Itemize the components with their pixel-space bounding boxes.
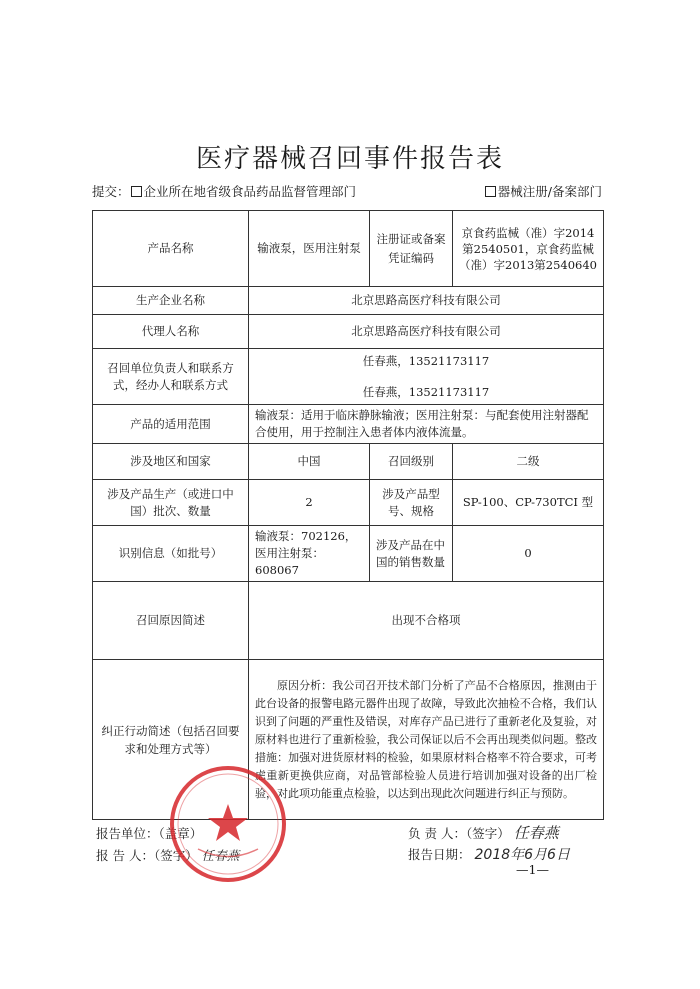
submit-prefix: 提交： [92,184,130,199]
product-name-label: 产品名称 [93,211,249,287]
submit-right-option: 器械注册/备案部门 [497,184,602,199]
recall-level-value: 二级 [453,444,604,480]
submit-left-option: 企业所在地省级食品药品监督管理部门 [143,184,357,199]
row-agent [93,315,604,349]
report-unit-label: 报告单位：（盖章） [96,826,203,841]
model-label: 涉及产品型号、规格 [370,480,453,526]
row-scope [93,405,604,444]
row-region [93,444,604,480]
id-value: 输液泵：702126，医用注射泵：608067 [249,526,370,582]
page-number: —1— [516,862,549,877]
reporter-label: 报 告 人：（签字） [96,848,198,863]
recall-level-label: 召回级别 [370,444,453,480]
row-contact [93,349,604,405]
agent-value: 北京思路高医疗科技有限公司 [249,315,604,349]
contact-label: 召回单位负责人和联系方式，经办人和联系方式 [93,349,249,405]
contact-value [249,349,604,405]
reg-cert-value: 京食药监械（准）字2014第2540501，京食药监械（准）字2013第2540640 [453,211,604,287]
submit-left [92,182,356,200]
sales-value: 0 [453,526,604,582]
row-batch [93,480,604,526]
reporter-signature: 任春燕 [201,848,240,863]
document-title: 医疗器械召回事件报告表 [195,144,504,174]
scope-value: 输液泵：适用于临床静脉输液；医用注射泵：与配套使用注射器配合使用，用于控制注入患者体内液体流量。 [249,405,604,444]
action-value: 原因分析：我公司召开技术部门分析了产品不合格原因，推测由于此台设备的报警电路元器件出现了故障，导致此次抽检不合格，我们认识到了问题的严重性及错误，对库存产品已进行了重新老化及复验，对原材料也进行了重新检验，我公司保证以后不会再出现类似问题。整改措施：加强对进货原材料的检验，如果原材料合格率不符合要求，可考虑重新更换供应商，对品管部检验人员进行培训加强对设备的出厂检验，对此项功能重点检验，以达到出现此次问题进行纠正与预防。 [249,660,604,820]
reason-label: 召回原因简述 [93,582,249,660]
agent-label: 代理人名称 [93,315,249,349]
report-date [408,844,570,864]
responsible-label: 负 责 人：（签字） [408,826,510,841]
batch-value: 2 [249,480,370,526]
submit-right [484,182,602,200]
row-manufacturer [93,287,604,315]
date-label: 报告日期： [408,847,471,862]
row-product-name [93,211,604,287]
reg-cert-label: 注册证或备案凭证编码 [370,211,453,287]
checkbox-registration[interactable] [485,186,496,197]
manufacturer-value: 北京思路高医疗科技有限公司 [249,287,604,315]
checkbox-province[interactable] [131,186,142,197]
date-value: 2018年6月6日 [474,847,570,863]
row-reason [93,582,604,660]
product-name-value: 输液泵，医用注射泵 [249,211,370,287]
id-label: 识别信息（如批号） [93,526,249,582]
report-table [92,210,604,820]
action-label: 纠正行动简述（包括召回要求和处理方式等） [93,660,249,820]
batch-label: 涉及产品生产（或进口中国）批次、数量 [93,480,249,526]
company-seal-icon [168,764,288,884]
row-id [93,526,604,582]
responsible-signature: 任春燕 [513,824,559,842]
region-label: 涉及地区和国家 [93,444,249,480]
contact-1: 任春燕，13521173117 [362,353,490,368]
region-value: 中国 [249,444,370,480]
sales-label: 涉及产品在中国的销售数量 [370,526,453,582]
contact-2: 任春燕，13521173117 [362,384,490,399]
responsible [408,822,559,843]
model-value: SP-100、CP-730TCI 型 [453,480,604,526]
manufacturer-label: 生产企业名称 [93,287,249,315]
scope-label: 产品的适用范围 [93,405,249,444]
reason-value: 出现不合格项 [249,582,604,660]
submit-line [92,182,602,202]
